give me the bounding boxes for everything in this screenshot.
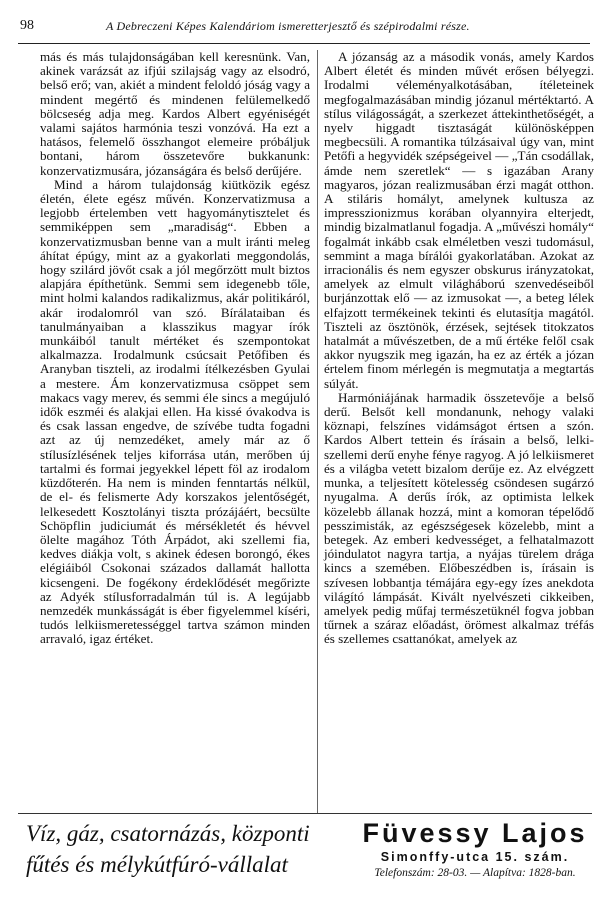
right-column xyxy=(324,50,594,647)
article-body xyxy=(40,50,592,814)
ad-address: Simonffy-utca 15. szám. xyxy=(380,850,570,864)
column-divider xyxy=(317,50,318,814)
ad-phone: Telefonszám: 28-03. — Alapítva: 1828-ban. xyxy=(374,867,576,879)
advertisement xyxy=(18,818,592,888)
paragraph: A józanság az a második vonás, amely Kardos Albert életét és minden művét erősen bélyegzi. Irodalmi véleményalkotásában, ítéleteinek megfogalmazásában mindig józanul mértéktartó. A stílus világosságát, a szerkezet áttekinthetőségét, a nyelv higgadt tisztaságát különösképpen megbecsüli. A romantika túlzásaival úgy van, mint Petőfi a hegyvidék szépségeivel — „Tán csodállak, ámde nem szeretlek“ — s igazában Arany magyaros, józan realizmusában érzi magát otthon. A stiláris homályt, amelynek kultusza az impresszionizmus korában olyannyira elterjedt, mindig bizalmatlanul fogadja. A „művészi homály“ fogalmát inkább csak elméletben veszi tudomásul, semmint a maga bírálói gyakorlatában. Azokat az irracionális és nem egyszer obskurus irányzatokat, amelyek az elmult világháború szenvedéseiből burjánzottak elő — az izmusokat —, a beteg lélek elfajzott termékeinek tekinti és elutasítja magától. Tiszteli az ösztönök, érzések, sejtések titokzatos hatalmát a művészetben, de a mű értéke felől csak akkor nyugszik meg igazán, ha ez az érték a józan értelem finom mérlegén is megmutatja a megtartás súlyát. xyxy=(324,49,594,391)
ad-slogan xyxy=(26,818,326,880)
ad-company-name: Füvessy Lajos xyxy=(362,818,588,848)
page-header xyxy=(20,18,588,38)
ad-slogan-line: Víz, gáz, csatornázás, központi xyxy=(26,821,310,846)
paragraph: Mind a három tulajdonság kiütközik egész életén, élete egész művén. Konzervatizmusa a legjobb értelemben vett hagyománytisztelet és semmiképpen sem „maradiság“. Ebben a konzervatizmusban benne van a mult iránti meleg áhítat épúgy, mint az a gyakorlati meggondolás, hogy szilárd jövőt csak a jól megőrzött mult biztos alapjára építhetünk. Semmi sem idegenebb tőle, mint holmi kalandos radikalizmus, akár politikáról, akár irodalomról van szó. Bírálataiban és tanulmányaiban a klasszikus magyar írók munkáiból tanult mértéket és szempontokat alkalmazza. Irodalmunk csúcsait Petőfiben és Aranyban tiszteli, az irodalmi ítélkezésben Gyulai a mestere. Ám konzervatizmusa csöppet sem makacs vagy merev, és semmi éle sincs a megújuló idők eszméi és alakjai ellen. Ha kissé óvakodva is és csak lassan engedve, de szívébe tudta fogadni azt az új nemzedéket, amely már az ő stílusízlésének teljes kiforrása után, merőben új tartalmi és formai jegyekkel lépett föl az irodalom küzdőterén. Ha nem is minden fenntartás nélkül, de el- és felismerte Ady korszakos jelentőségét, lelkesedett Kosztolányi tiszta prózájáért, becsülte Schöpflin judiciumát és mérsékletét és hévvel ölelte magához Tóth Árpádot, aki szellemi fia, kedves diákja volt, s akinek édesen borongó, ékes elégiáiból Csokonai százados dallamát hallotta kicsengeni. De fogékony érdeklődését megőrizte az Adyék stílusforradalmán túl is. A legújabb nemzedék munkásságát is éber figyelemmel kíséri, tudós lelkiismeretességgel tartva számon minden arravaló, igaz értéket. xyxy=(40,176,310,647)
page-number: 98 xyxy=(20,18,34,33)
running-title: A Debreczeni Képes Kalendáriom ismeretterjesztő és szépirodalmi része. xyxy=(106,19,470,33)
advertisement-rule xyxy=(18,813,592,814)
header-rule xyxy=(18,43,590,44)
left-column xyxy=(40,50,310,647)
ad-slogan-line: fűtés és mélykútfúró-vállalat xyxy=(26,852,288,877)
ad-company-block xyxy=(350,818,600,880)
paragraph: más és más tulajdonságában kell keresnünk. Van, akinek varázsát az ifjúi szilajság vagy az elsodró, belső erő; van, akiét a mindent feloldó jóság vagy a mindent megértő és mindenen felülemelkedő bölcseség adja meg. Kardos Albert egyéniségét valami sajátos harmónia teszi vonzóvá. Ha ezt a hatásos, felemelő összhangot elemeire próbáljuk bontani, három összetevőre bukkanunk: konzervatizmusára, józanságára és belső derűjére. xyxy=(40,49,310,178)
paragraph: Harmóniájának harmadik összetevője a belső derű. Belsőt kell mondanunk, nehogy valaki köznapi, felszínes vidámságot értsen a szón. Kardos Albert tettein és írásain a belső, lelki-szellemi derű enyhe fénye ragyog. A jó lelkiismeret és a világba vetett bizalom derűje ez. Az elvégzett munka, a teljesített kötelesség csöndesen sugárzó nyugalma. A derűs írók, az optimista lelkek közelebb állanak hozzá, mint a komoran tépelődő pesszimisták, az egészségesek közelebb, mint a betegek. Az emberi kedvességet, a felhatalmazott jóindulatot nagyra tartja, a nyájas türelem drága kincs a szemében. Előbeszédben is, írásain is szívesen lobbantja témájára egy-egy ízes anekdota világító lámpását. Kivált nyelvészeti cikkeiben, amelyek pedig műfaj természetüknél fogva jobban tűrnek a száraz előadást, örömest alkalmaz tréfás és szellemes csattanókat, amelyek az xyxy=(324,389,594,647)
